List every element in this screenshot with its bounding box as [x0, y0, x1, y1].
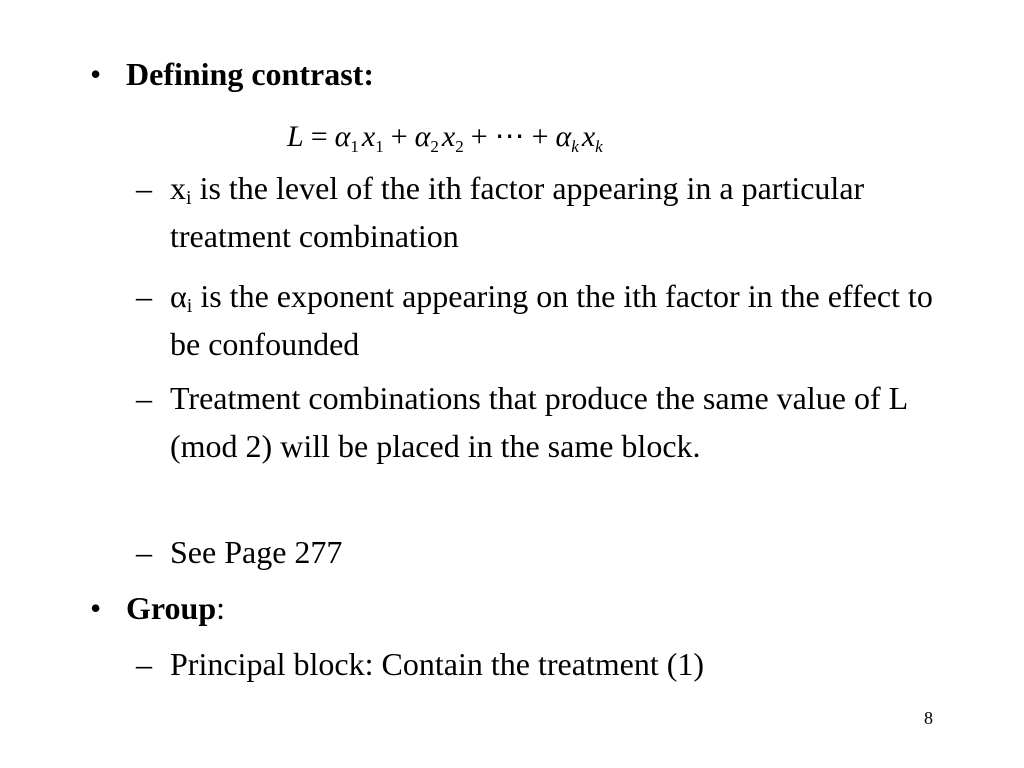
- sub-item-text: is the level of the ith factor appearing in a particular treatment combination: [170, 170, 865, 254]
- equation-index-1b: 1: [375, 137, 384, 156]
- variable-subscript: i: [186, 295, 193, 317]
- equation-index-1: 1: [350, 137, 359, 156]
- sub-item-x-definition: [136, 164, 970, 260]
- bullet-heading: Group: [126, 590, 217, 626]
- equation-plus-2: +: [470, 120, 488, 153]
- equation-x-1: x: [361, 120, 376, 153]
- equation-index-2b: 2: [455, 137, 464, 156]
- bullet-marker: •: [90, 56, 102, 92]
- variable-alpha: α: [170, 278, 187, 314]
- equation-index-k: k: [571, 137, 579, 156]
- equation-index-kb: k: [595, 137, 603, 156]
- bullet-suffix: :: [216, 590, 225, 626]
- sub-item-alpha-definition: [136, 272, 970, 368]
- equation-index-2: 2: [430, 137, 439, 156]
- dash-marker: –: [136, 646, 152, 682]
- equation-plus-1: +: [390, 120, 408, 153]
- bullet-group: [90, 584, 225, 632]
- sub-item-text: See Page 277: [170, 534, 343, 570]
- variable-x: x: [170, 170, 186, 206]
- bullet-defining-contrast: [90, 50, 374, 98]
- dash-marker: –: [136, 380, 152, 416]
- defining-contrast-equation: [287, 113, 603, 161]
- equation-ellipsis: ⋯: [494, 120, 525, 153]
- sub-item-see-page: [136, 528, 970, 576]
- bullet-heading: Defining contrast:: [126, 56, 374, 92]
- equation-x-2: x: [441, 120, 456, 153]
- page-number: 8: [924, 708, 933, 728]
- sub-item-treatment-combinations: [136, 374, 970, 470]
- equation-alpha-2: α: [414, 120, 431, 153]
- equation-alpha-k: α: [555, 120, 572, 153]
- equation-equals: =: [310, 120, 328, 153]
- sub-item-text: is the exponent appearing on the ith factor in the effect to be confounded: [170, 278, 933, 362]
- equation-lhs: L: [287, 120, 304, 153]
- variable-subscript: i: [186, 187, 192, 209]
- dash-marker: –: [136, 534, 152, 570]
- equation-alpha-1: α: [334, 120, 351, 153]
- sub-item-text: Principal block: Contain the treatment (1): [170, 646, 705, 682]
- dash-marker: –: [136, 170, 152, 206]
- dash-marker: –: [136, 278, 152, 314]
- equation-x-k: x: [581, 120, 596, 153]
- equation-plus-3: +: [531, 120, 549, 153]
- sub-item-text: Treatment combinations that produce the same value of L (mod 2) will be placed in the same block.: [170, 380, 907, 464]
- sub-item-principal-block: [136, 640, 970, 688]
- bullet-marker: •: [90, 590, 102, 626]
